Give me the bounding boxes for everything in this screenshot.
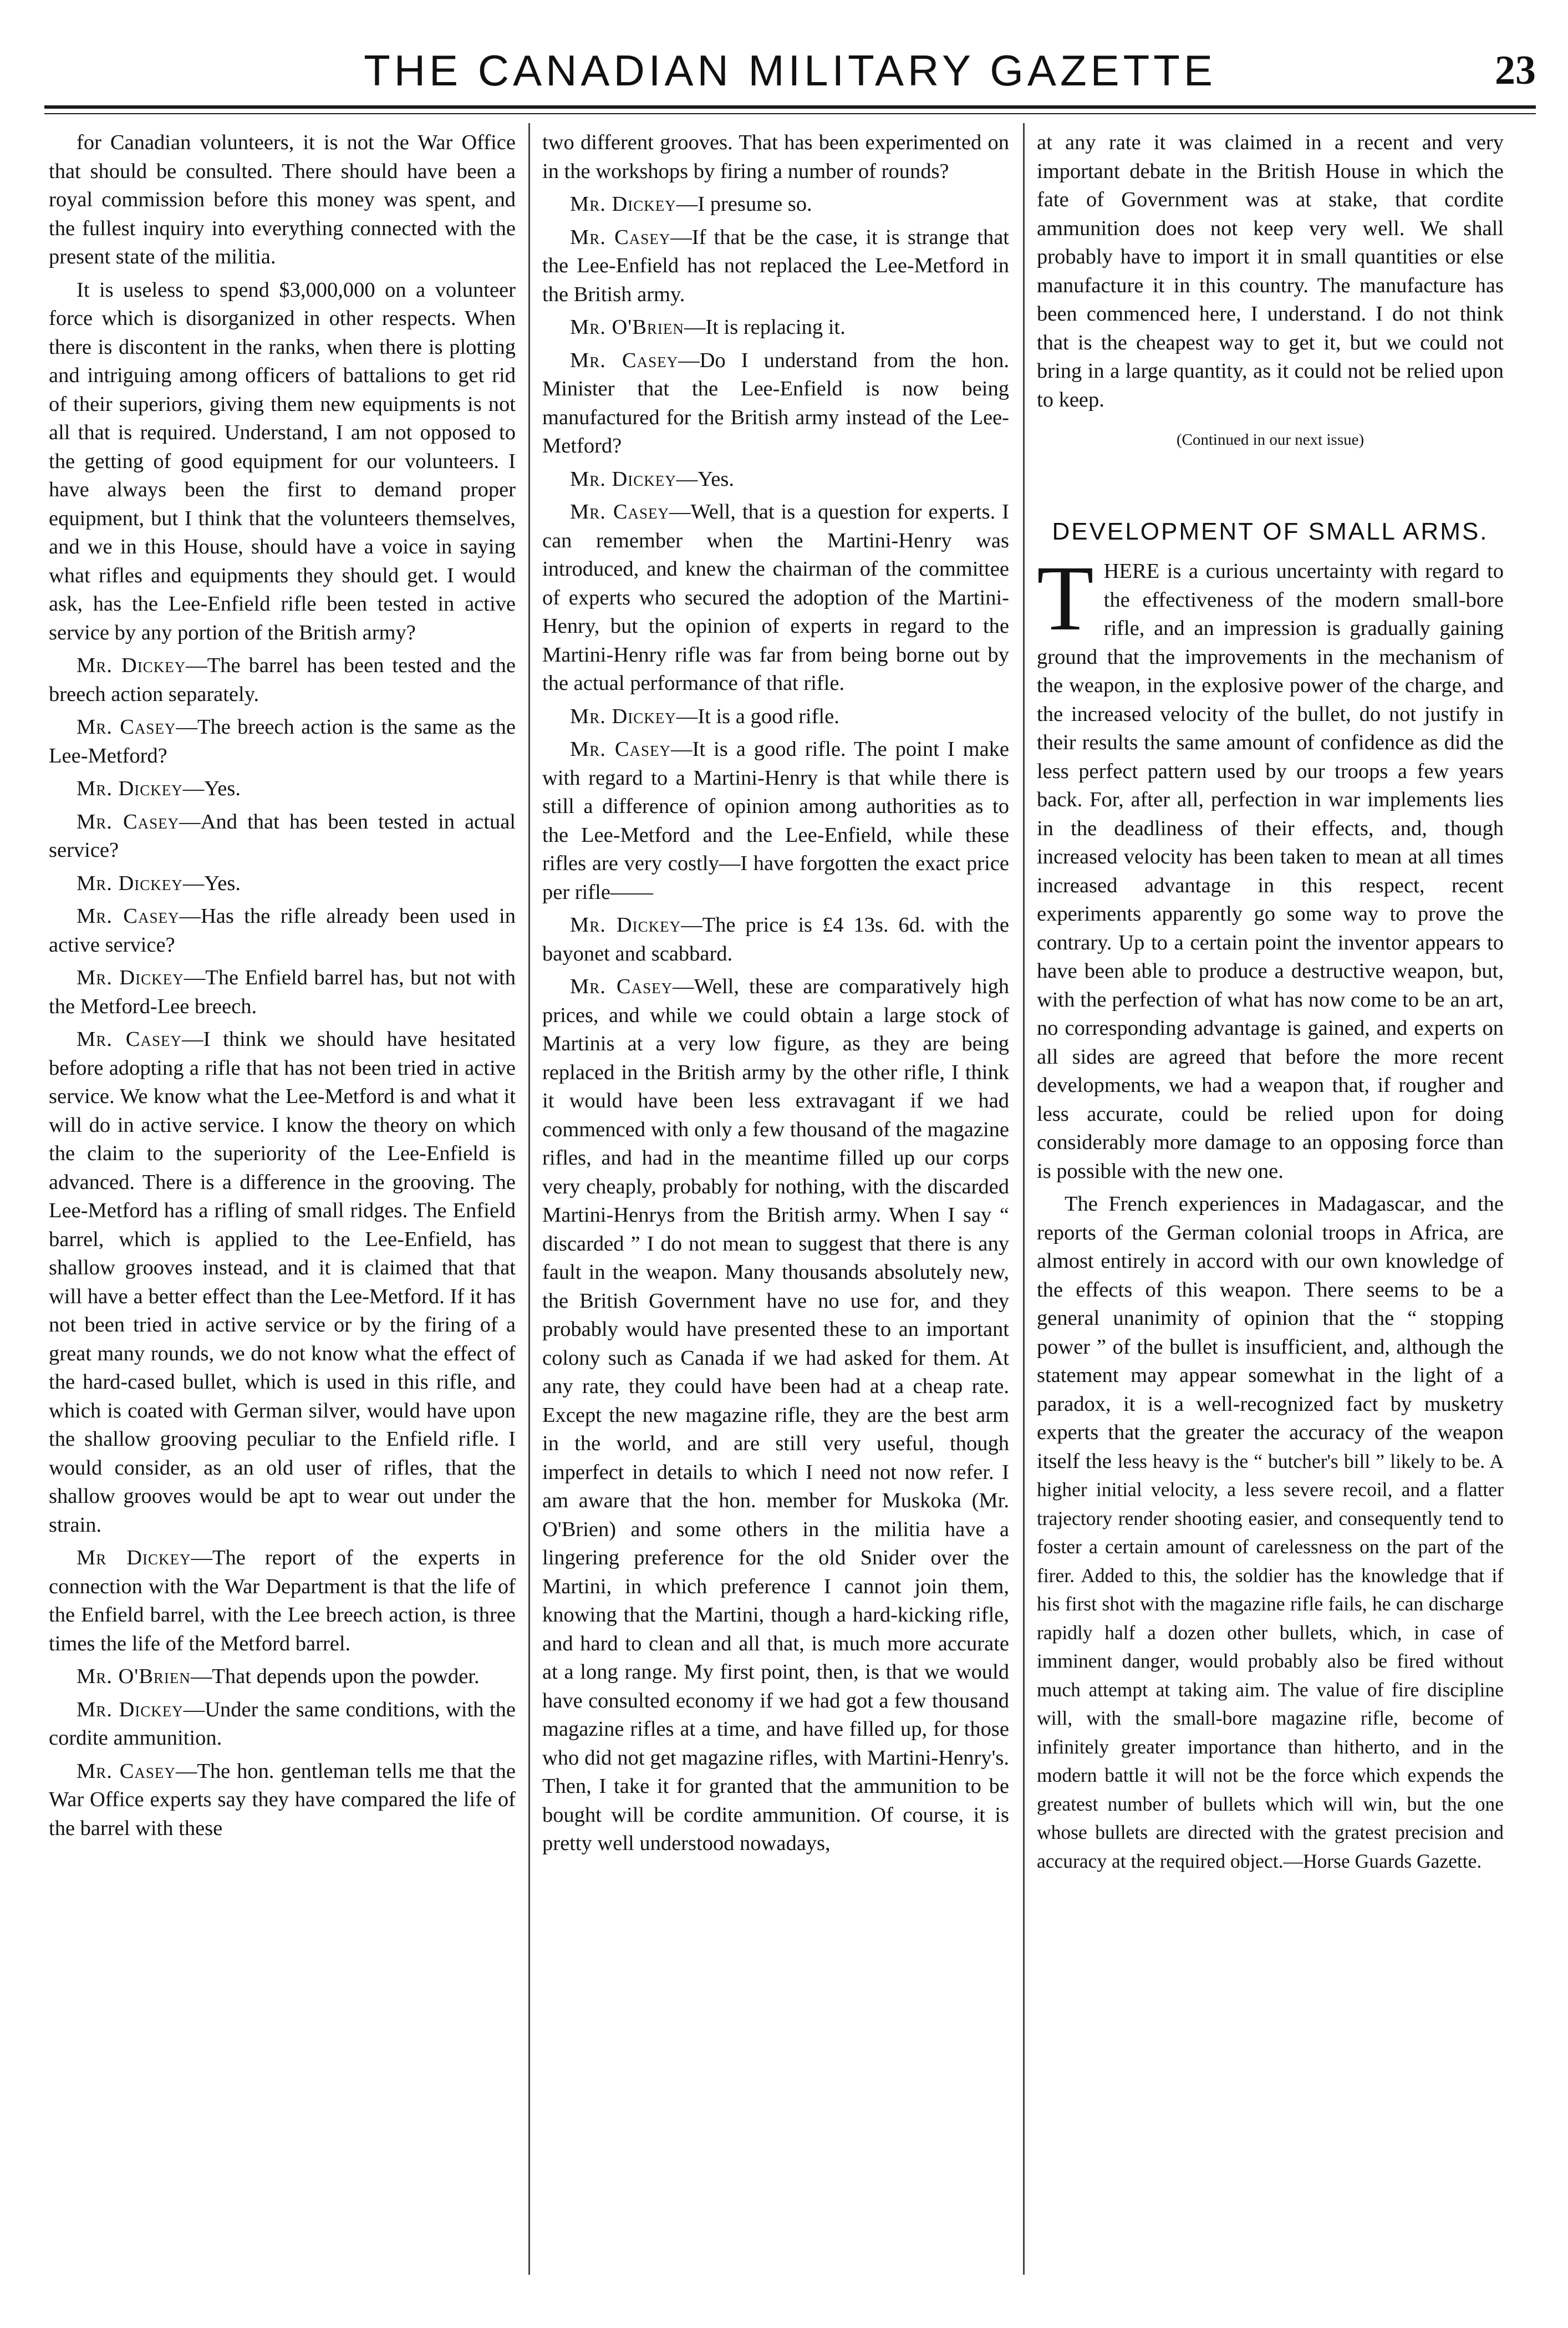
speaker-name: Mr. Casey <box>77 904 180 928</box>
column-divider-2 <box>1023 123 1025 2275</box>
speaker-name: Mr. O'Brien <box>77 1665 191 1688</box>
speaker-name: Mr. Casey <box>570 975 673 998</box>
paragraph <box>542 129 1009 186</box>
column-1-debate <box>49 129 516 2275</box>
paragraph <box>542 465 1009 494</box>
header-rule-thin <box>44 113 1536 114</box>
speaker-name: Mr. Dickey <box>570 704 676 728</box>
speaker-name: Mr. Casey <box>77 810 180 833</box>
speaker-name: Mr. Casey <box>570 738 671 761</box>
paragraph <box>542 498 1009 698</box>
paragraph-text: It is useless to spend $3,000,000 on a volunteer force which is disorganized in other respects. When there is discontent in the ranks, when there is plotting and intriguing among officers of battalions to get rid of their superiors, giving them new equipments is not all that is required. Understand, I am not opposed to the getting of good equipment for our volunteers. I have always been the first to demand proper equipment, but I think that the volunteers themselves, and we in this House, should have a voice in saying what rifles and equipments they should get. I would ask, has the Lee-Enfield rifle been tested in active service by any portion of the British army? <box>49 278 516 644</box>
paragraph <box>1037 129 1504 414</box>
paragraph <box>542 911 1009 968</box>
paragraph-text: —Has the rifle already been used in active service? <box>49 904 516 957</box>
paragraph <box>49 964 516 1021</box>
paragraph <box>542 703 1009 731</box>
paragraph-text: at any rate it was claimed in a recent and very important debate in the British House in which the fate of Government was at stake, that cordite ammunition does not keep very well. We shall probably have to import it in small quantities or else manufacture it in this country. The manufacture has been commenced here, I understand. I do not think that is the cheapest way to get it, but we could not bring in a large quantity, as it could not be relied upon to keep. <box>1037 131 1504 411</box>
paragraph-text: —It is replacing it. <box>684 316 846 339</box>
paragraph-text: —Yes. <box>182 871 241 895</box>
paragraph-text: —I presume so. <box>676 192 812 216</box>
paragraph-text: —If that be the case, it is strange that the Lee-Enfield has not replaced the Lee-Metford in the British army. <box>542 225 1009 306</box>
paragraph-text: —Under the same conditions, with the cordite ammunition. <box>49 1697 516 1750</box>
column-divider-1 <box>528 123 530 2275</box>
speaker-name: Mr. Dickey <box>77 871 183 895</box>
continued-note: (Continued in our next issue) <box>1176 431 1365 449</box>
article-headline: DEVELOPMENT OF SMALL ARMS. <box>1052 518 1489 545</box>
article-paragraph-2-small-text: less heavy is the “ butcher's bill ” likely to be. A higher initial velocity, a less severe recoil, and a flatter trajectory render shooting easier, and consequently tend to foster a certain amount of carelessness on the part of the firer. Added to this, the soldier has the knowledge that if his first shot with the magazine rifle fails, he can discharge rapidly half a dozen other bullets, which, in case of imminent danger, would probably also be fired without much attempt at taking aim. The value of fire discipline will, with the small-bore magazine rifle, become of infinitely greater importance than hitherto, and in the modern battle it will not be the force which expends the greatest number of bullets which will win, but the one whose bullets are directed with the gratest precision and accuracy at the required object.—Horse Guards Gazette. <box>1037 1450 1504 1872</box>
paragraph-text: —The barrel has been tested and the breech action separately. <box>49 654 516 706</box>
paragraph <box>49 902 516 959</box>
paragraph <box>49 1757 516 1843</box>
paragraph-text: —The price is £4 13s. 6d. with the bayonet and scabbard. <box>542 913 1009 965</box>
speaker-name: Mr. Casey <box>77 1759 176 1783</box>
paragraph <box>49 1544 516 1658</box>
paragraph-text: —It is a good rifle. <box>676 704 839 728</box>
speaker-name: Mr. Casey <box>570 225 671 249</box>
paragraph-text: —I think we should have hesitated before adopting a rifle that has not been tried in active service. We know what the Lee-Metford is and what it will do in active service. I know the theory on which the claim to the superiority of the Lee-Enfield is advanced. There is a difference in the grooving. The Lee-Metford has a rifling of small ridges. The Enfield barrel, which is applied to the Lee-Enfield, has shallow grooves instead, and it is claimed that that will have a better effect than the Lee-Metford. If it has not been tried in active service or by the firing of a great many rounds, we do not know what the effect of the hard-cased bullet, which is used in this rifle, and which is coated with German silver, would have upon the shallow grooving peculiar to the Enfield rifle. I would consider, as an old user of rifles, that the shallow grooves would be apt to wear out under the strain. <box>49 1028 516 1537</box>
article-paragraph-2-text: The French experiences in Madagascar, and the reports of the German colonial troops in Africa, are almost entirely in accord with our own knowledge of the effects of this weapon. There seems to be a general unanimity of opinion that the “ stopping power ” of the bullet is insufficient, and, although the statement may appear somewhat in the light of a paradox, it is a well-recognized fact by musketry experts that the greater the accuracy of the weapon itself the <box>1037 1192 1504 1473</box>
speaker-name: Mr. O'Brien <box>570 316 684 339</box>
paragraph <box>49 1663 516 1691</box>
speaker-name: Mr. Dickey <box>77 654 186 677</box>
column-3 <box>1037 129 1504 2275</box>
speaker-name: Mr. Dickey <box>77 966 184 989</box>
paragraph-text: for Canadian volunteers, it is not the War Office that should be consulted. There should have been a royal commission before this money was spent, and the fullest inquiry into everything connected with the present state of the militia. <box>49 131 516 268</box>
paragraph <box>49 129 516 272</box>
article-paragraph-1-text: HERE is a curious uncertainty with regard to the effectiveness of the modern small-bore rifle, and an impression is gradually gaining ground that the improvements in the mechanism of the weapon, in the explosive power of the charge, and the increased velocity of the bullet, do not justify in their results the same amount of confidence as did the less perfect pattern used by our troops a few years back. For, after all, perfection in war implements lies in the deadliness of their effects, and, though increased velocity has been taken to mean at all times increased advantage in this respect, recent experiments apparently go some way to prove the contrary. Up to a certain point the inventor appears to have been able to produce a destructive weapon, but, with the perfection of what has now come to be an art, no corresponding advantage is gained, and experts on all sides are agreed that before the more recent developments, we had a weapon that, if rougher and less accurate, could be relied upon for doing considerably more damage to an opposing force than is possible with the new one. <box>1037 560 1504 1183</box>
debate-conclusion <box>1037 129 1504 414</box>
header-rule-thick <box>44 105 1536 109</box>
paragraph <box>542 735 1009 907</box>
paragraph <box>49 870 516 898</box>
speaker-name: Mr. Casey <box>77 1028 182 1051</box>
paragraph-text: —The Enfield barrel has, but not with the Metford-Lee breech. <box>49 966 516 1018</box>
paragraph-text: —That depends upon the powder. <box>190 1665 480 1688</box>
article-paragraph-2 <box>1037 1190 1504 1875</box>
paragraph-text: —Yes. <box>676 467 734 491</box>
paragraph-text: —The hon. gentleman tells me that the War Office experts say they have compared the life of the barrel with these <box>49 1759 516 1840</box>
paragraph <box>49 775 516 804</box>
paragraph-text: —Well, these are comparatively high prices, and while we could obtain a large stock of Martinis at a very low figure, as they are being replaced in the British army by the other rifle, I think it would have been less extravagant if we had commenced with only a few thousand of the magazine rifles, and had in the meantime filled up our corps very cheaply, probably for nothing, with the discarded Martini-Henrys from the British army. When I say “ discarded ” I do not mean to suggest that there is any fault in the weapon. Many thousands absolutely new, the British Government have no use for, and they probably would have presented these to an important colony such as Canada if we had asked for them. At any rate, they could have been had at a cheap rate. Except the new magazine rifle, they are the best arm in the world, and are still very useful, though imperfect in details to which I need not now refer. I am aware that the hon. member for Muskoka (Mr. O'Brien) and some others in the militia have a lingering preference for the old Snider over the Martini, in which preference I cannot join them, knowing that the Martini, though a hard-kicking rifle, and hard to clean and all that, is much more accurate at a long range. My first point, then, is that we would have consulted economy if we had got a few thousand magazine rifles at a time, and have filled up, for those who did not get magazine rifles, with Martini-Henry's. Then, I take it for granted that the ammunition to be bought will be cordite ammunition. Of course, it is pretty well understood nowadays, <box>542 975 1009 1855</box>
speaker-name: Mr. Dickey <box>570 913 681 937</box>
paragraph <box>49 1025 516 1539</box>
paragraph <box>542 973 1009 1858</box>
speaker-name: Mr. Dickey <box>570 192 676 216</box>
paragraph-text: —And that has been tested in actual service? <box>49 810 516 862</box>
paragraph-text: —Well, that is a question for experts. I can remember when the Martini-Henry was introduced, and knew the chairman of the committee of experts who secured the adoption of the Martini-Henry, but the opinion of experts in regard to the Martini-Henry rifle was far from being borne out by the actual performance of that rifle. <box>542 500 1009 695</box>
paragraph-text: —Do I understand from the hon. Minister that the Lee-Enfield is now being manufactured for the British army instead of the Lee-Metford? <box>542 348 1009 458</box>
paragraph-text: —Yes. <box>182 777 241 800</box>
speaker-name: Mr. Dickey <box>77 1697 184 1721</box>
paragraph <box>542 223 1009 309</box>
column-2-debate <box>542 129 1009 2275</box>
article-paragraph-1 <box>1037 547 1504 1186</box>
paragraph <box>49 652 516 709</box>
paragraph <box>49 808 516 865</box>
paragraph <box>542 347 1009 461</box>
paragraph-text: —The report of the experts in connection with the War Department is that the life of the Enfield barrel, with the Lee breech action, is three times the life of the Metford barrel. <box>49 1546 516 1655</box>
speaker-name: Mr. Casey <box>77 715 176 739</box>
paragraph <box>542 190 1009 219</box>
speaker-name: Mr Dickey <box>77 1546 191 1569</box>
drop-cap: T <box>1037 547 1094 650</box>
speaker-name: Mr. Dickey <box>77 777 183 800</box>
paragraph <box>49 713 516 770</box>
paragraph-text: —The breech action is the same as the Lee-Metford? <box>49 715 516 767</box>
paragraph <box>49 1696 516 1753</box>
masthead <box>44 40 1536 101</box>
paragraph <box>49 276 516 648</box>
speaker-name: Mr. Casey <box>570 500 670 523</box>
paragraph-text: two different grooves. That has been experimented on in the workshops by firing a number of rounds? <box>542 131 1009 183</box>
speaker-name: Mr. Dickey <box>570 467 676 491</box>
paragraph-text: —It is a good rifle. The point I make with regard to a Martini-Henry is that while there is still a difference of opinion among authorities as to the Lee-Metford and the Lee-Enfield, while these rifles are very costly—I have forgotten the exact price per rifle—— <box>542 738 1009 904</box>
page-number: 23 <box>1495 48 1536 93</box>
speaker-name: Mr. Casey <box>570 348 679 372</box>
paragraph <box>542 313 1009 342</box>
masthead-title: THE CANADIAN MILITARY GAZETTE <box>364 46 1216 95</box>
